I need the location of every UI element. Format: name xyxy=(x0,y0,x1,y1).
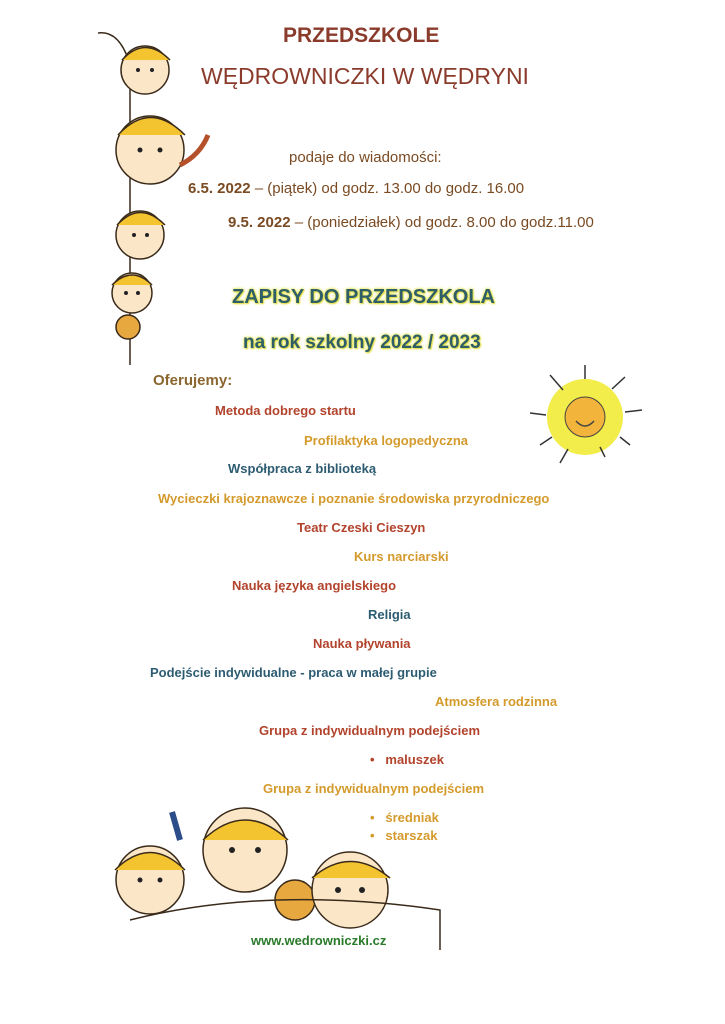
enrollment-subheading: na rok szkolny 2022 / 2023 xyxy=(243,332,481,353)
announcement-intro: podaje do wiadomości: xyxy=(289,149,442,166)
offer-item: Podejście indywidualne - praca w małej grupie xyxy=(150,665,437,680)
date-line-1 xyxy=(188,181,524,196)
date-line-2 xyxy=(228,215,594,230)
date-1-detail: – (piątek) od godz. 13.00 do godz. 16.00 xyxy=(250,180,525,197)
bullet-item: • starszak xyxy=(370,828,438,843)
date-2: 9.5. 2022 xyxy=(228,214,291,231)
offer-item: Grupa z indywidualnym podejściem xyxy=(263,781,485,796)
offer-item: Profilaktyka logopedyczna xyxy=(304,433,468,448)
bullet-text: maluszek xyxy=(385,752,444,767)
offer-item: Nauka języka angielskiego xyxy=(232,578,397,593)
offer-item: Teatr Czeski Cieszyn xyxy=(297,520,426,535)
offer-item: Nauka pływania xyxy=(313,636,411,651)
offer-item: Współpraca z biblioteką xyxy=(228,461,377,476)
enrollment-heading: ZAPISY DO PRZEDSZKOLA xyxy=(232,286,495,308)
bullet-text: starszak xyxy=(385,828,438,843)
offer-item: Religia xyxy=(368,607,411,622)
bullet-text: średniak xyxy=(385,810,439,825)
offer-item: Metoda dobrego startu xyxy=(215,403,356,418)
offer-item: Wycieczki krajoznawcze i poznanie środowiska przyrodniczego xyxy=(158,491,550,506)
title-line1: PRZEDSZKOLE xyxy=(283,24,440,47)
offer-item: Grupa z indywidualnym podejściem xyxy=(259,723,481,738)
website-link[interactable]: www.wedrowniczki.cz xyxy=(251,933,387,948)
offer-item: Kurs narciarski xyxy=(354,549,449,564)
date-1: 6.5. 2022 xyxy=(188,180,251,197)
sun-illustration xyxy=(530,365,645,470)
bullet-item: • średniak xyxy=(370,810,439,825)
date-2-detail: – (poniedziałek) od godz. 8.00 do godz.11.00 xyxy=(290,214,594,231)
title-line2: WĘDROWNICZKI W WĘDRYNI xyxy=(201,63,529,89)
offer-item: Atmosfera rodzinna xyxy=(435,694,558,709)
offer-label: Oferujemy: xyxy=(153,372,233,389)
bullet-item: • maluszek xyxy=(370,752,444,767)
